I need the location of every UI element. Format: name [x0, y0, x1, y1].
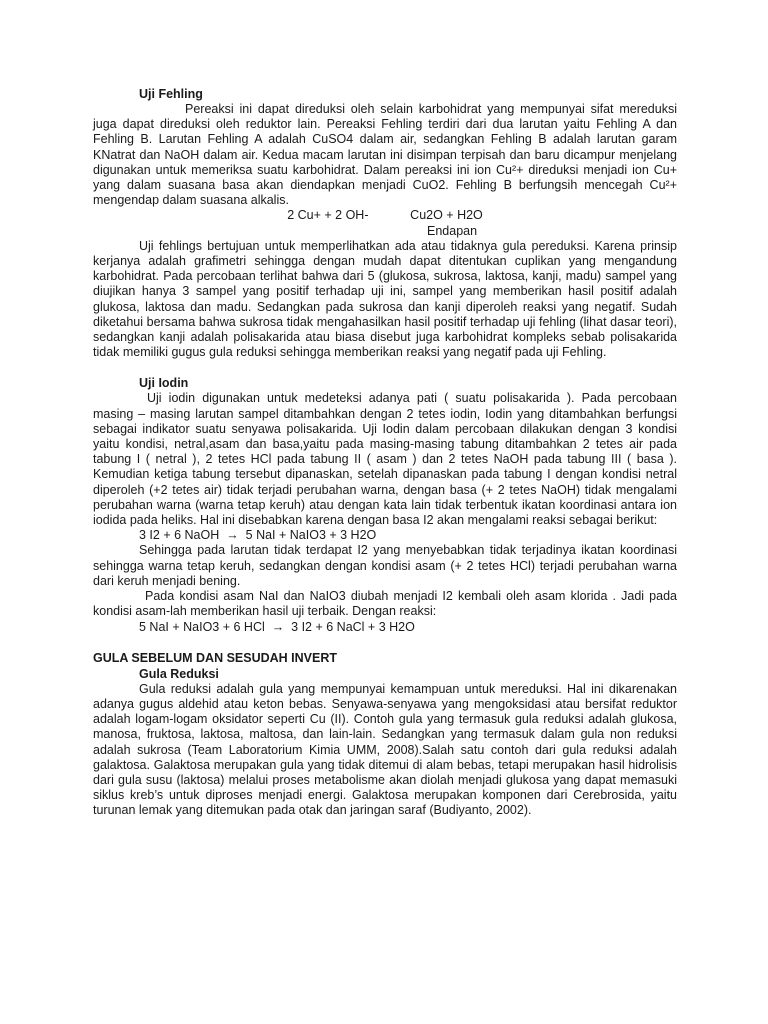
spacer	[93, 635, 677, 650]
iodin-paragraph-3: Pada kondisi asam NaI dan NaIO3 diubah menjadi I2 kembali oleh asam klorida . Jadi pada kondisi asam-lah memberikan hasil uji terbaik. Dengan reaksi:	[93, 589, 677, 619]
iodin-paragraph-2: Sehingga pada larutan tidak terdapat I2 yang menyebabkan tidak terjadinya ikatan koordinasi sehingga warna tetap keruh, sedangkan dengan kondisi asam (+ 2 tetes HCl) terjadi perubahan warna dari keruh menjadi bening.	[93, 543, 677, 588]
iodin-equation-2	[93, 620, 677, 635]
iodin-equation-1	[93, 528, 677, 543]
gula-paragraph-1: Gula reduksi adalah gula yang mempunyai kemampuan untuk mereduksi. Hal ini dikarenakan adanya gugus aldehid atau keton bebas. Senyawa-senyawa yang mengoksidasi atau bersifat reduktor adalah logam-logam oksidator seperti Cu (II). Contoh gula yang termasuk gula reduksi adalah glukosa, manosa, fruktosa, laktosa, maltosa, dan lain-lain. Sedangkan yang termasuk dalam gula non reduksi adalah sukrosa (Team Laboratorium Kimia UMM, 2008).Salah satu contoh dari gula reduksi adalah galaktosa. Galaktosa merupakan gula yang tidak ditemui di alam bebas, tetapi merupakan hasil hidrolisis dari gula susu (laktosa) melalui proses metabolisme akan diolah menjadi glukosa yang dapat memasuki siklus kreb’s untuk diproses menjadi energi. Galaktosa merupakan komponen dari Cerebrosida, yaitu turunan lemak yang ditemukan pada otak dan jaringan saraf (Budiyanto, 2002).	[93, 681, 677, 818]
heading-uji-iodin: Uji Iodin	[139, 376, 189, 391]
document-body	[93, 86, 677, 819]
fehling-reaction-equation: 2 Cu+ + 2 OH- Cu2O + H2O	[287, 208, 483, 223]
iodin-equation-2-text: 5 NaI + NaIO3 + 6 HCl → 3 I2 + 6 NaCl + 3 H2O	[139, 619, 415, 634]
heading-gula-reduksi: Gula Reduksi	[139, 666, 219, 681]
fehling-reaction	[93, 208, 677, 223]
spacer	[93, 360, 677, 375]
fehling-paragraph-2: Uji fehlings bertujuan untuk memperlihatkan ada atau tidaknya gula pereduksi. Karena prinsip kerjanya adalah grafimetri sehingga dengan mudah dapat ditentukan cuplikan yang mengandung karbohidrat. Pada percobaan terlihat bahwa dari 5 (glukosa, sukrosa, laktosa, kanji, madu) sampel yang diujikan hanya 3 sampel yang positif terhadap uji ini, sampel yang memberikan hasil positif adalah glukosa, laktosa dan madu. Sedangkan pada sukrosa dan kanji diperoleh reaksi yang negatif. Sudah diketahui bersama bahwa sukrosa tidak mengahasilkan hasil positif terhadap uji fehling (lihat dasar teori), sedangkan kanji adalah polisakarida atau biasa disebut juga karbohidrat kompleks sebab polisakarida tidak memiliki gugus gula reduksi sehingga memberikan reaksi yang negatif pada uji Fehling.	[93, 238, 677, 360]
heading-uji-fehling: Uji Fehling	[139, 87, 203, 101]
fehling-paragraph-1: Pereaksi ini dapat direduksi oleh selain karbohidrat yang mempunyai sifat mereduksi juga dapat direduksi oleh reduktor lain. Pereaksi Fehling terdiri dari dua larutan yaitu Fehling A dan Fehling B. Larutan Fehling A adalah CuSO4 dalam air, sedangkan Fehling B adalah larutan garam KNatrat dan NaOH dalam air. Kedua macam larutan ini disimpan terpisah dan baru dicampur menjelang digunakan untuk memeriksa suatu karbohidrat. Dalam pereaksi ini ion Cu²+ direduksi menjadi ion Cu+ yang dalam suasana basa akan diendapkan menjadi CuO2. Fehling B berfungsih mencegah Cu²+ mengendap dalam suasana alkalis.	[93, 102, 677, 208]
iodin-equation-1-text: 3 I2 + 6 NaOH → 5 NaI + NaIO3 + 3 H2O	[139, 528, 377, 543]
fehling-reaction-note: Endapan	[427, 223, 478, 238]
heading-gula-invert: GULA SEBELUM DAN SESUDAH INVERT	[93, 650, 337, 665]
iodin-paragraph-1: Uji iodin digunakan untuk medeteksi adanya pati ( suatu polisakarida ). Pada percobaan masing – masing larutan sampel ditambahkan dengan 2 tetes iodin, Iodin yang ditambahkan berfungsi sebagai indikator suatu senyawa polisakarida. Uji Iodin dalam percobaan dilakukan dengan 3 kondisi yaitu kondisi, netral,asam dan basa,yaitu pada masing-masing tabung ditambahkan 2 tetes air pada tabung I ( netral ), 2 tetes HCl pada tabung II ( asam ) dan 2 tetes NaOH pada tabung III ( basa ). Kemudian ketiga tabung tersebut dipanaskan, setelah dipanaskan pada tabung I dengan kondisi netral diperoleh (+2 tetes air) tidak terjadi perubahan warna, dengan basa (+ 2 tetes NaOH) tidak mengalami perubahan warna (warna tetap keruh) atau dengan kata lain tidak terbentuk ikatan koordinasi antara ion iodida pada heliks. Hal ini disebabkan karena dengan basa I2 akan mengalami reaksi sebagai berikut:	[93, 391, 677, 528]
